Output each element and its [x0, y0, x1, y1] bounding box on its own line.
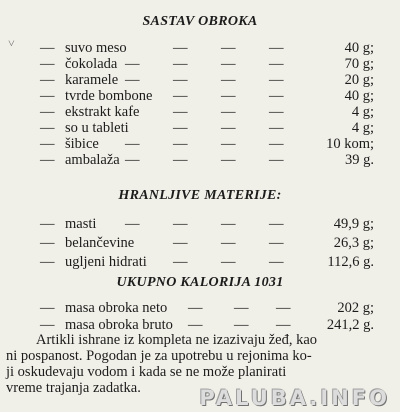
leader-dash: — [234, 300, 249, 316]
leader-dash: — [125, 216, 140, 232]
leader-dash: — [234, 317, 249, 333]
margin-mark: ˅ [8, 36, 15, 50]
item-value: 39 g. [345, 152, 374, 168]
item-value: 4 g; [351, 120, 374, 136]
leader-dash: — [125, 72, 140, 88]
item-name: tvrde bombone [65, 88, 153, 104]
leading-dash: — [40, 300, 55, 316]
paragraph-line: vreme trajanja zadatka. [6, 380, 141, 396]
leading-dash: — [40, 235, 55, 251]
item-value: 241,2 g. [326, 317, 374, 333]
leader-dash: — [221, 152, 236, 168]
item-name: masti [65, 216, 97, 232]
leader-dash: — [221, 136, 236, 152]
leader-dash: — [173, 216, 188, 232]
item-name: čokolada [65, 56, 118, 72]
list-item [0, 300, 400, 316]
item-name: masa obroka bruto [65, 317, 173, 333]
leader-dash: — [173, 72, 188, 88]
item-value: 40 g; [344, 88, 374, 104]
item-value: 20 g; [344, 72, 374, 88]
list-item [0, 120, 400, 136]
item-name: ekstrakt kafe [65, 104, 140, 120]
item-name: karamele [65, 72, 119, 88]
leading-dash: — [40, 216, 55, 232]
leader-dash: — [221, 235, 236, 251]
leader-dash: — [276, 300, 291, 316]
leader-dash: — [269, 152, 284, 168]
item-value: 10 kom; [326, 136, 374, 152]
list-item [0, 152, 400, 168]
leader-dash: — [269, 88, 284, 104]
leader-dash: — [173, 152, 188, 168]
leader-dash: — [125, 136, 140, 152]
leader-dash: — [173, 88, 188, 104]
leading-dash: — [40, 254, 55, 270]
leader-dash: — [269, 216, 284, 232]
list-item [0, 72, 400, 88]
list-item [0, 136, 400, 152]
item-name: masa obroka neto [65, 300, 168, 316]
item-name: so u tableti [65, 120, 129, 136]
paragraph-line: ni pospanost. Pogodan je za upotrebu u rejonima ko- [6, 348, 312, 364]
item-value: 202 g; [337, 300, 374, 316]
leader-dash: — [269, 56, 284, 72]
leading-dash: — [40, 152, 55, 168]
list-item [0, 104, 400, 120]
list-item [0, 88, 400, 104]
leader-dash: — [221, 120, 236, 136]
leader-dash: — [173, 120, 188, 136]
leading-dash: — [40, 120, 55, 136]
leading-dash: — [40, 56, 55, 72]
leader-dash: — [221, 72, 236, 88]
item-value: 26,3 g; [333, 235, 374, 251]
leader-dash: — [173, 40, 188, 56]
list-item [0, 317, 400, 333]
item-name: ambalaža [65, 152, 120, 168]
item-value: 70 g; [344, 56, 374, 72]
leader-dash: — [269, 72, 284, 88]
section-title-calories: UKUPNO KALORIJA 1031 [116, 275, 284, 290]
leader-dash: — [125, 152, 140, 168]
leader-dash: — [188, 300, 203, 316]
list-item [0, 56, 400, 72]
leader-dash: — [188, 317, 203, 333]
list-item [0, 216, 400, 232]
leader-dash: — [269, 120, 284, 136]
leader-dash: — [221, 56, 236, 72]
leader-dash: — [221, 88, 236, 104]
paragraph-line: Artikli ishrane iz kompleta ne izazivaju žeđ, kao [36, 332, 318, 348]
item-name: belančevine [65, 235, 135, 251]
leading-dash: — [40, 136, 55, 152]
leading-dash: — [40, 88, 55, 104]
section-title-composition: SASTAV OBROKA [142, 14, 258, 29]
leader-dash: — [269, 136, 284, 152]
leader-dash: — [221, 254, 236, 270]
item-name: šibice [65, 136, 99, 152]
leader-dash: — [173, 136, 188, 152]
item-value: 49,9 g; [333, 216, 374, 232]
leader-dash: — [269, 104, 284, 120]
leading-dash: — [40, 317, 55, 333]
list-item [0, 235, 400, 251]
leading-dash: — [40, 40, 55, 56]
leading-dash: — [40, 104, 55, 120]
item-value: 112,6 g. [327, 254, 374, 270]
leader-dash: — [173, 104, 188, 120]
paragraph-line: ji oskudevaju vodom i kada se ne može planirati [6, 364, 287, 380]
section-title-nutrients: HRANLJIVE MATERIJE: [118, 188, 282, 203]
leader-dash: — [173, 254, 188, 270]
leader-dash: — [269, 235, 284, 251]
leader-dash: — [173, 235, 188, 251]
item-name: ugljeni hidrati [65, 254, 147, 270]
item-value: 40 g; [344, 40, 374, 56]
leader-dash: — [221, 216, 236, 232]
leader-dash: — [125, 56, 140, 72]
leader-dash: — [269, 40, 284, 56]
leader-dash: — [173, 56, 188, 72]
watermark: PALUBA.INFO [199, 386, 390, 410]
leader-dash: — [221, 104, 236, 120]
leading-dash: — [40, 72, 55, 88]
list-item [0, 40, 400, 56]
leader-dash: — [221, 40, 236, 56]
leader-dash: — [276, 317, 291, 333]
leader-dash: — [269, 254, 284, 270]
item-value: 4 g; [351, 104, 374, 120]
list-item [0, 254, 400, 270]
item-name: suvo meso [65, 40, 127, 56]
